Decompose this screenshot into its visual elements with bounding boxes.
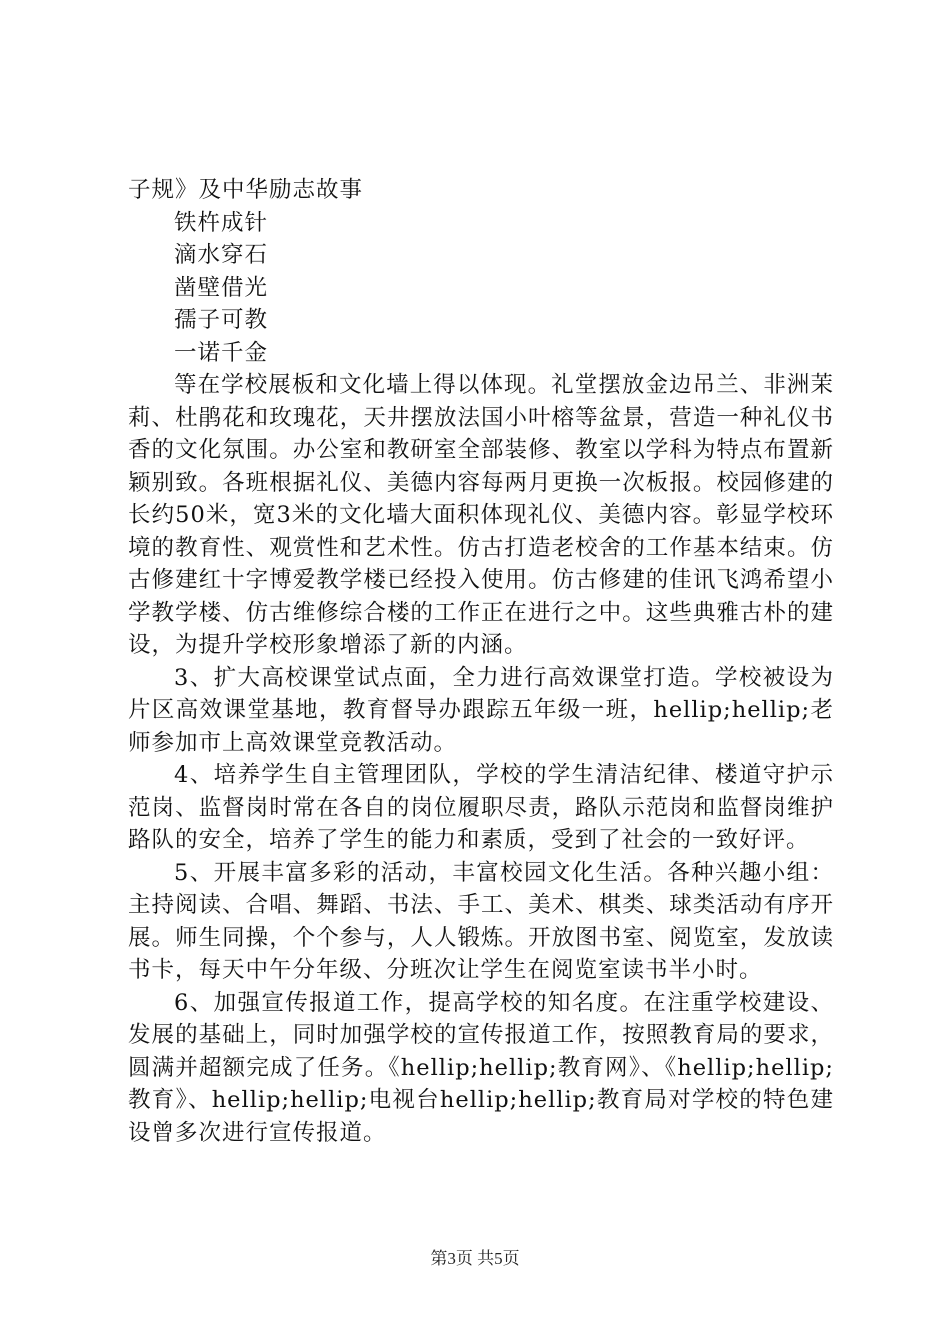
paragraph-item-3: 3、扩大高校课堂试点面，全力进行高效课堂打造。学校被设为片区高效课堂基地，教育督导办跟踪五年级一班，hellip;hellip;老师参加市上高效课堂竞教活动。 [128,664,834,756]
paragraph-item-4: 4、培养学生自主管理团队，学校的学生清洁纪律、楼道守护示范岗、监督岗时常在各自的岗位履职尽责，路队示范岗和监督岗维护路队的安全，培养了学生的能力和素质，受到了社会的一致好评。 [128,762,834,853]
document-body [128,174,834,1149]
story-item: 一诺千金 [174,339,269,366]
story-item: 孺子可教 [174,307,269,333]
page-number-footer: 第3页 共5页 [430,1249,520,1268]
continuation-line: 子规》及中华励志故事 [128,177,364,203]
paragraph-item-6: 6、加强宣传报道工作，提高学校的知名度。在注重学校建设、发展的基础上，同时加强学校的宣传报道工作，按照教育局的要求，圆满并超额完成了任务。《hellip;hellip;教育网》、《hellip;hellip;教育》、hellip;hellip;电视台hellip;hellip;教育局对学校的特色建设曾多次进行宣传报道。 [128,989,834,1146]
paragraph-culture: 等在学校展板和文化墙上得以体现。礼堂摆放金边吊兰、非洲茉莉、杜鹃花和玫瑰花，天井摆放法国小叶榕等盆景，营造一种礼仪书香的文化氛围。办公室和教研室全部装修、教室以学科为特点布置新颖别致。各班根据礼仪、美德内容每两月更换一次板报。校园修建的长约50米，宽3米的文化墙大面积体现礼仪、美德内容。彰显学校环境的教育性、观赏性和艺术性。仿古打造老校舍的工作基本结束。仿古修建红十字博爱教学楼已经投入使用。仿古修建的佳讯飞鸿希望小学教学楼、仿古维修综合楼的工作正在进行之中。这些典雅古朴的建设，为提升学校形象增添了新的内涵。 [128,372,834,658]
story-item: 滴水穿石 [174,242,269,268]
story-item: 凿壁借光 [174,274,269,301]
story-item: 铁杵成针 [174,209,269,236]
paragraph-item-5: 5、开展丰富多彩的活动，丰富校园文化生活。各种兴趣小组：主持阅读、合唱、舞蹈、书法、手工、美术、棋类、球类活动有序开展。师生同操，个个参与，人人锻炼。开放图书室、阅览室，发放读书卡，每天中午分年级、分班次让学生在阅览室读书半小时。 [128,859,834,983]
